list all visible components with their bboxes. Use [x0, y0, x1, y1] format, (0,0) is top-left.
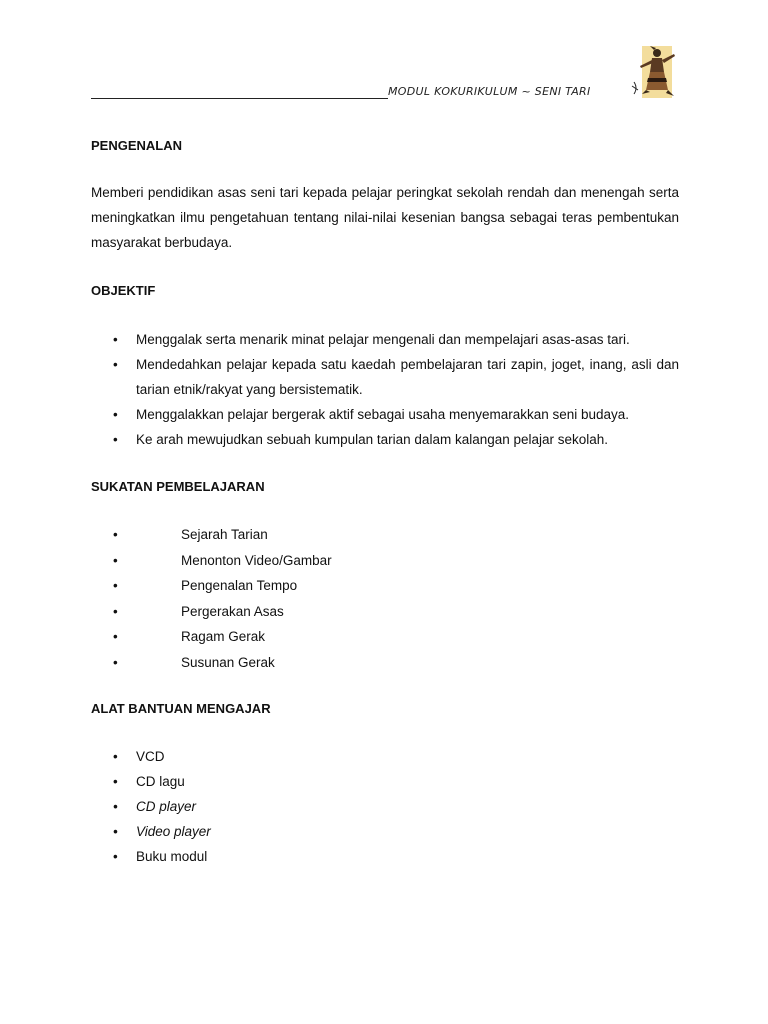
page-header: [91, 82, 679, 102]
document-body: [91, 138, 679, 869]
header-title: MODUL KOKURIKULUM ~ SENI TARI: [388, 85, 591, 98]
list-item: • Ragam Gerak: [91, 624, 679, 650]
intro-paragraph: Memberi pendidikan asas seni tari kepada pelajar peringkat sekolah rendah dan menengah serta meningkatkan ilmu pengetahuan tentang nilai-nilai kesenian bangsa sebagai teras pembentukan masyarakat berbudaya.: [91, 185, 679, 250]
list-item: • Menggalakkan pelajar bergerak aktif sebagai usaha menyemarakkan seni budaya.: [91, 402, 679, 427]
list-item: • Sejarah Tarian: [91, 522, 679, 548]
traditional-dancer-icon: [628, 44, 680, 100]
header-rule: [91, 98, 388, 99]
list-item: • Menggalak serta menarik minat pelajar mengenali dan mempelajari asas-asas tari.: [91, 327, 679, 352]
heading-objektif: OBJEKTIF: [91, 283, 156, 298]
heading-sukatan: SUKATAN PEMBELAJARAN: [91, 479, 265, 494]
list-item: • CD lagu: [91, 769, 679, 794]
list-item: • VCD: [91, 744, 679, 769]
heading-alat: ALAT BANTUAN MENGAJAR: [91, 701, 271, 716]
list-item: • Pergerakan Asas: [91, 599, 679, 625]
alat-list: [91, 744, 679, 869]
list-item: • Video player: [91, 819, 679, 844]
list-item: • Buku modul: [91, 844, 679, 869]
list-item: • Mendedahkan pelajar kepada satu kaedah pembelajaran tari zapin, joget, inang, asli dan tarian etnik/rakyat yang bersistematik.: [91, 352, 679, 402]
list-item: • Ke arah mewujudkan sebuah kumpulan tarian dalam kalangan pelajar sekolah.: [91, 427, 679, 452]
list-item: • CD player: [91, 794, 679, 819]
list-item: • Susunan Gerak: [91, 650, 679, 676]
objektif-list: [91, 327, 679, 452]
list-item: • Pengenalan Tempo: [91, 573, 679, 599]
sukatan-list: [91, 522, 679, 675]
heading-pengenalan: PENGENALAN: [91, 138, 183, 153]
list-item: • Menonton Video/Gambar: [91, 548, 679, 574]
